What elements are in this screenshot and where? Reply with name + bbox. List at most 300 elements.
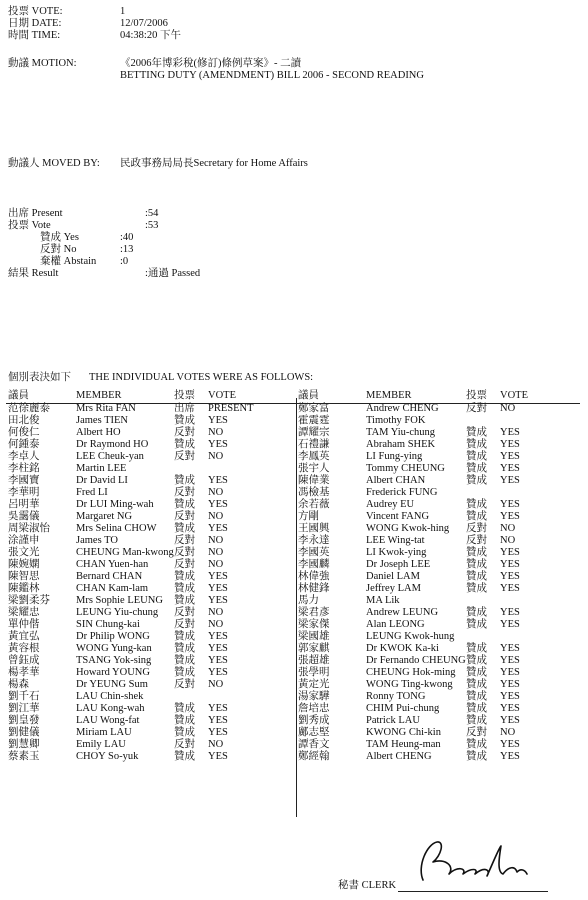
member-name-zh: 林偉強 (298, 571, 330, 582)
vote-zh (174, 463, 208, 475)
member-name-en: LEUNG Yiu-chung (76, 607, 159, 618)
vote-zh (466, 595, 500, 607)
member-name-zh: 劉慧卿 (8, 739, 40, 750)
table-row (298, 463, 560, 475)
member-name-en: KWONG Chi-kin (366, 727, 441, 738)
table-row (8, 439, 268, 451)
member-name-zh: 楊森 (8, 679, 29, 690)
member-name-zh: 陳偉業 (298, 475, 330, 486)
vote-en: YES (208, 475, 228, 486)
table-row (298, 715, 560, 727)
member-name-en: Miriam LAU (76, 727, 132, 738)
table-row (8, 727, 268, 739)
member-name-zh: 黃定光 (298, 679, 330, 690)
vote-en (500, 595, 560, 607)
vote-count-row (8, 220, 158, 232)
member-name-zh: 梁耀忠 (8, 607, 40, 618)
moved-by-row (8, 158, 308, 170)
table-row (8, 547, 268, 559)
table-row (298, 547, 560, 559)
vote-zh: 反對 (174, 511, 195, 522)
member-name-zh: 李國寶 (8, 475, 40, 486)
vote-zh: 贊成 (174, 595, 195, 606)
vote-en: YES (500, 667, 520, 678)
table-row (298, 607, 560, 619)
member-name-zh: 周梁淑怡 (8, 523, 50, 534)
member-name-zh: 李國英 (298, 547, 330, 558)
table-row (8, 751, 268, 763)
header-member-en: MEMBER (366, 390, 412, 401)
table-row (298, 427, 560, 439)
vote-en: NO (500, 403, 516, 414)
table-row (298, 451, 560, 463)
member-name-zh: 馮檢基 (298, 487, 330, 498)
member-name-en: Margaret NG (76, 511, 133, 522)
member-name-zh: 梁國雄 (298, 631, 330, 642)
vote-zh: 贊成 (466, 583, 487, 594)
motion-label: 動議 MOTION: (8, 58, 77, 69)
result-row (8, 268, 200, 280)
vote-en: YES (208, 499, 228, 510)
member-name-zh: 單仲偕 (8, 619, 40, 630)
member-name-en: Frederick FUNG (366, 487, 438, 498)
table-row (8, 703, 268, 715)
member-name-zh: 張文光 (8, 547, 40, 558)
vote-zh: 反對 (466, 403, 487, 414)
table-column-divider (296, 398, 297, 817)
table-row (8, 571, 268, 583)
vote-en: NO (208, 487, 224, 498)
vote-en (208, 691, 268, 703)
table-row (298, 631, 560, 643)
table-row (8, 631, 268, 643)
table-header-left (8, 390, 268, 403)
vote-en: NO (208, 739, 224, 750)
member-name-en: Andrew LEUNG (366, 607, 439, 618)
header-vote-en: VOTE (208, 390, 236, 401)
table-row (298, 535, 560, 547)
member-name-en: Timothy FOK (366, 415, 426, 426)
vote-en: YES (500, 715, 520, 726)
member-name-en: LAU Kong-wah (76, 703, 145, 714)
header-member-zh: 議員 (8, 390, 29, 401)
member-name-zh: 劉皇發 (8, 715, 40, 726)
vote-en: YES (500, 451, 520, 462)
vote-en: YES (500, 463, 520, 474)
member-name-zh: 李鳳英 (298, 451, 330, 462)
vote-en: NO (208, 511, 224, 522)
vote-zh: 反對 (174, 739, 195, 750)
table-row (8, 475, 268, 487)
member-name-zh: 馬力 (298, 595, 319, 606)
vote-en: YES (208, 715, 228, 726)
table-row (298, 439, 560, 451)
member-name-en: WONG Yung-kan (76, 643, 152, 654)
member-name-en: Dr YEUNG Sum (76, 679, 148, 690)
table-row (298, 655, 560, 667)
vote-en (500, 415, 560, 427)
vote-en: YES (500, 607, 520, 618)
vote-zh: 贊成 (466, 427, 487, 438)
vote-en: YES (208, 523, 228, 534)
vote-en: YES (500, 475, 520, 486)
table-row (298, 487, 560, 499)
member-name-zh: 鄭家富 (298, 403, 330, 414)
member-name-en: Dr Joseph LEE (366, 559, 431, 570)
member-name-zh: 梁劉柔芬 (8, 595, 50, 606)
vote-en: NO (208, 679, 224, 690)
vote-en: YES (500, 499, 520, 510)
member-name-zh: 劉秀成 (298, 715, 330, 726)
vote-zh: 贊成 (174, 499, 195, 510)
member-name-zh: 李卓人 (8, 451, 40, 462)
vote-en: YES (500, 703, 520, 714)
vote-zh: 反對 (174, 619, 195, 630)
member-name-en: LAU Chin-shek (76, 691, 144, 702)
vote-zh: 贊成 (466, 619, 487, 630)
member-name-zh: 方剛 (298, 511, 319, 522)
vote-zh: 反對 (174, 487, 195, 498)
vote-en: YES (500, 559, 520, 570)
member-name-zh: 李國麟 (298, 559, 330, 570)
member-name-en: TAM Yiu-chung (366, 427, 436, 438)
member-name-en: TSANG Yok-sing (76, 655, 152, 666)
table-row (298, 679, 560, 691)
member-name-en: WONG Ting-kwong (366, 679, 453, 690)
member-name-zh: 梁君彥 (298, 607, 330, 618)
yes-row (40, 232, 133, 244)
member-name-en: Dr Philip WONG (76, 631, 150, 642)
member-name-zh: 楊孝華 (8, 667, 40, 678)
member-name-en: WONG Kwok-hing (366, 523, 450, 534)
table-row (298, 571, 560, 583)
vote-zh: 贊成 (466, 571, 487, 582)
member-name-en: Alan LEONG (366, 619, 425, 630)
member-name-en: Mrs Selina CHOW (76, 523, 157, 534)
motion-title-zh: 《2006年博彩稅(修訂)條例草案》- 二讀 (120, 58, 302, 69)
vote-zh: 贊成 (174, 727, 195, 738)
vote-count-label: 投票 Vote (8, 220, 51, 231)
table-row (8, 739, 268, 751)
table-row (8, 667, 268, 679)
member-name-zh: 吳靄儀 (8, 511, 40, 522)
date-row (8, 18, 168, 30)
vote-zh: 贊成 (466, 559, 487, 570)
votes-column-right (298, 390, 560, 763)
vote-zh: 贊成 (174, 667, 195, 678)
member-name-en: CHAN Kam-lam (76, 583, 149, 594)
header-member-zh: 議員 (298, 390, 319, 401)
member-name-en: Mrs Rita FAN (76, 403, 136, 414)
member-name-en: LAU Wong-fat (76, 715, 140, 726)
member-name-zh: 呂明華 (8, 499, 40, 510)
vote-zh: 贊成 (174, 715, 195, 726)
vote-zh: 贊成 (466, 655, 487, 666)
table-row (8, 451, 268, 463)
vote-en: NO (208, 427, 224, 438)
member-name-zh: 鄺志堅 (298, 727, 330, 738)
vote-en: YES (500, 679, 520, 690)
vote-en: NO (500, 727, 516, 738)
table-row (8, 499, 268, 511)
vote-zh: 贊成 (174, 655, 195, 666)
time-label: 時間 TIME: (8, 30, 61, 41)
member-name-en: CHOY So-yuk (76, 751, 139, 762)
signature-underline (398, 881, 548, 892)
member-name-en: CHIM Pui-chung (366, 703, 440, 714)
member-name-en: James TIEN (76, 415, 129, 426)
table-row (298, 643, 560, 655)
vote-number-label: 投票 VOTE: (8, 6, 63, 17)
member-name-zh: 余若薇 (298, 499, 330, 510)
vote-en: NO (208, 607, 224, 618)
motion-value (120, 58, 424, 82)
vote-en: YES (208, 439, 228, 450)
member-name-zh: 詹培忠 (298, 703, 330, 714)
vote-zh: 贊成 (174, 415, 195, 426)
vote-zh: 贊成 (466, 715, 487, 726)
vote-zh: 反對 (466, 523, 487, 534)
votes-list-left (8, 403, 268, 763)
vote-zh: 反對 (174, 547, 195, 558)
table-row (298, 691, 560, 703)
vote-zh: 出席 (174, 403, 195, 414)
member-name-zh: 石禮謙 (298, 439, 330, 450)
vote-zh: 反對 (174, 427, 195, 438)
table-row (298, 475, 560, 487)
votes-list-right (298, 403, 560, 763)
table-row (8, 679, 268, 691)
member-name-en: Vincent FANG (366, 511, 430, 522)
table-header-divider (6, 403, 580, 404)
member-name-en: LEUNG Kwok-hung (366, 631, 455, 642)
abstain-label: 棄權 Abstain (40, 256, 97, 267)
table-title-zh: 個別表決如下 (8, 372, 71, 383)
member-name-zh: 陳智思 (8, 571, 40, 582)
table-row (8, 523, 268, 535)
table-row (298, 667, 560, 679)
member-name-en: LEE Cheuk-yan (76, 451, 144, 462)
vote-zh (174, 691, 208, 703)
table-row (8, 715, 268, 727)
abstain-value: :0 (120, 256, 129, 267)
table-row (8, 535, 268, 547)
vote-zh: 反對 (174, 607, 195, 618)
member-name-en: LI Kwok-ying (366, 547, 427, 558)
vote-zh: 贊成 (466, 703, 487, 714)
vote-en: YES (500, 439, 520, 450)
vote-zh: 贊成 (174, 583, 195, 594)
vote-en: YES (208, 643, 228, 654)
vote-en: YES (208, 751, 228, 762)
member-name-zh: 湯家驊 (298, 691, 330, 702)
vote-zh: 贊成 (466, 739, 487, 750)
vote-en: YES (500, 739, 520, 750)
vote-en: YES (208, 703, 228, 714)
vote-zh: 贊成 (466, 691, 487, 702)
vote-zh: 贊成 (466, 511, 487, 522)
member-name-en: Dr David LI (76, 475, 128, 486)
vote-en: NO (500, 535, 516, 546)
table-row (8, 511, 268, 523)
member-name-zh: 何鍾泰 (8, 439, 40, 450)
table-header-right (298, 390, 560, 403)
table-row (8, 487, 268, 499)
member-name-zh: 林健鋒 (298, 583, 330, 594)
vote-en: YES (500, 619, 520, 630)
member-name-en: Bernard CHAN (76, 571, 143, 582)
vote-en: YES (500, 571, 520, 582)
member-name-en: Howard YOUNG (76, 667, 150, 678)
member-name-zh: 田北俊 (8, 415, 40, 426)
vote-en (500, 487, 560, 499)
member-name-zh: 譚香文 (298, 739, 330, 750)
table-row (298, 583, 560, 595)
vote-en: YES (500, 427, 520, 438)
member-name-en: James TO (76, 535, 118, 546)
vote-en: YES (500, 691, 520, 702)
no-value: :13 (120, 244, 134, 255)
member-name-en: Tommy CHEUNG (366, 463, 445, 474)
member-name-zh: 梁家傑 (298, 619, 330, 630)
header-vote-zh: 投票 (174, 390, 195, 401)
no-label: 反對 No (40, 244, 77, 255)
vote-zh: 反對 (174, 535, 195, 546)
member-name-zh: 鄭經翰 (298, 751, 330, 762)
vote-en: NO (208, 619, 224, 630)
table-row (298, 739, 560, 751)
table-row (8, 559, 268, 571)
table-row (8, 415, 268, 427)
vote-zh: 贊成 (174, 643, 195, 654)
vote-en (208, 463, 268, 475)
member-name-en: CHEUNG Hok-ming (366, 667, 456, 678)
header-vote-en: VOTE (500, 390, 528, 401)
vote-zh: 贊成 (174, 631, 195, 642)
member-name-zh: 曾鈺成 (8, 655, 40, 666)
member-name-zh: 劉千石 (8, 691, 40, 702)
member-name-en: MA Lik (366, 595, 400, 606)
table-row (298, 499, 560, 511)
vote-en: YES (208, 571, 228, 582)
table-row (8, 619, 268, 631)
table-row (8, 643, 268, 655)
clerk-label: 秘書 CLERK (338, 880, 397, 891)
member-name-en: LEE Wing-tat (366, 535, 425, 546)
vote-en: YES (208, 583, 228, 594)
member-name-en: TAM Heung-man (366, 739, 441, 750)
table-row (8, 463, 268, 475)
member-name-zh: 王國興 (298, 523, 330, 534)
vote-en: YES (208, 415, 228, 426)
member-name-en: Dr Fernando CHEUNG (366, 655, 466, 666)
member-name-zh: 陳婉嫻 (8, 559, 40, 570)
vote-zh: 贊成 (466, 451, 487, 462)
vote-en: YES (208, 667, 228, 678)
clerk-signature (415, 836, 545, 886)
vote-en: YES (208, 727, 228, 738)
vote-en (500, 631, 560, 643)
member-name-zh: 李永達 (298, 535, 330, 546)
member-name-zh: 張超雄 (298, 655, 330, 666)
member-name-zh: 陳鑑林 (8, 583, 40, 594)
member-name-en: CHEUNG Man-kwong (76, 547, 174, 558)
vote-en: YES (208, 631, 228, 642)
vote-zh: 贊成 (466, 679, 487, 690)
vote-zh: 反對 (466, 727, 487, 738)
member-name-en: Martin LEE (76, 463, 127, 474)
vote-en: NO (208, 451, 224, 462)
vote-en: NO (208, 535, 224, 546)
table-row (298, 523, 560, 535)
member-name-en: Ronny TONG (366, 691, 426, 702)
member-name-zh: 黃容根 (8, 643, 40, 654)
vote-en: NO (500, 523, 516, 534)
member-name-en: Patrick LAU (366, 715, 420, 726)
table-row (8, 607, 268, 619)
table-row (8, 403, 268, 415)
member-name-zh: 劉健儀 (8, 727, 40, 738)
member-name-zh: 李華明 (8, 487, 40, 498)
member-name-en: LI Fung-ying (366, 451, 423, 462)
moved-by-value: 民政事務局局長Secretary for Home Affairs (120, 158, 308, 169)
vote-zh: 反對 (174, 559, 195, 570)
member-name-en: Daniel LAM (366, 571, 420, 582)
result-label: 結果 Result (8, 268, 59, 279)
member-name-zh: 涂謹申 (8, 535, 40, 546)
member-name-zh: 郭家麒 (298, 643, 330, 654)
vote-zh: 贊成 (174, 475, 195, 486)
clerk-signature-line (338, 880, 548, 892)
table-row (298, 619, 560, 631)
member-name-en: Mrs Sophie LEUNG (76, 595, 163, 606)
vote-en: YES (500, 511, 520, 522)
date-value: 12/07/2006 (120, 18, 168, 29)
date-label: 日期 DATE: (8, 18, 62, 29)
member-name-en: Albert CHAN (366, 475, 426, 486)
vote-count-value: :53 (145, 220, 159, 231)
member-name-zh: 蔡素玉 (8, 751, 40, 762)
vote-en: YES (208, 655, 228, 666)
time-value: 04:38:20 下午 (120, 30, 181, 41)
member-name-en: Dr Raymond HO (76, 439, 149, 450)
vote-zh: 反對 (174, 679, 195, 690)
vote-zh: 贊成 (466, 607, 487, 618)
member-name-en: Dr LUI Ming-wah (76, 499, 154, 510)
vote-zh: 反對 (466, 535, 487, 546)
vote-en: NO (208, 547, 224, 558)
vote-number-row (8, 6, 125, 18)
member-name-zh: 張宇人 (298, 463, 330, 474)
yes-label: 贊成 Yes (40, 232, 79, 243)
present-value: :54 (145, 208, 159, 219)
present-label: 出席 Present (8, 208, 63, 219)
table-row (8, 691, 268, 703)
no-row (40, 244, 133, 256)
member-name-en: SIN Chung-kai (76, 619, 140, 630)
member-name-zh: 張學明 (298, 667, 330, 678)
member-name-en: Emily LAU (76, 739, 126, 750)
table-row (8, 595, 268, 607)
vote-zh: 贊成 (466, 667, 487, 678)
member-name-en: CHAN Yuen-han (76, 559, 149, 570)
votes-column-left (8, 390, 268, 763)
vote-zh: 贊成 (174, 523, 195, 534)
vote-zh (466, 631, 500, 643)
table-title (8, 372, 313, 384)
member-name-en: Audrey EU (366, 499, 415, 510)
vote-en: YES (500, 655, 520, 666)
